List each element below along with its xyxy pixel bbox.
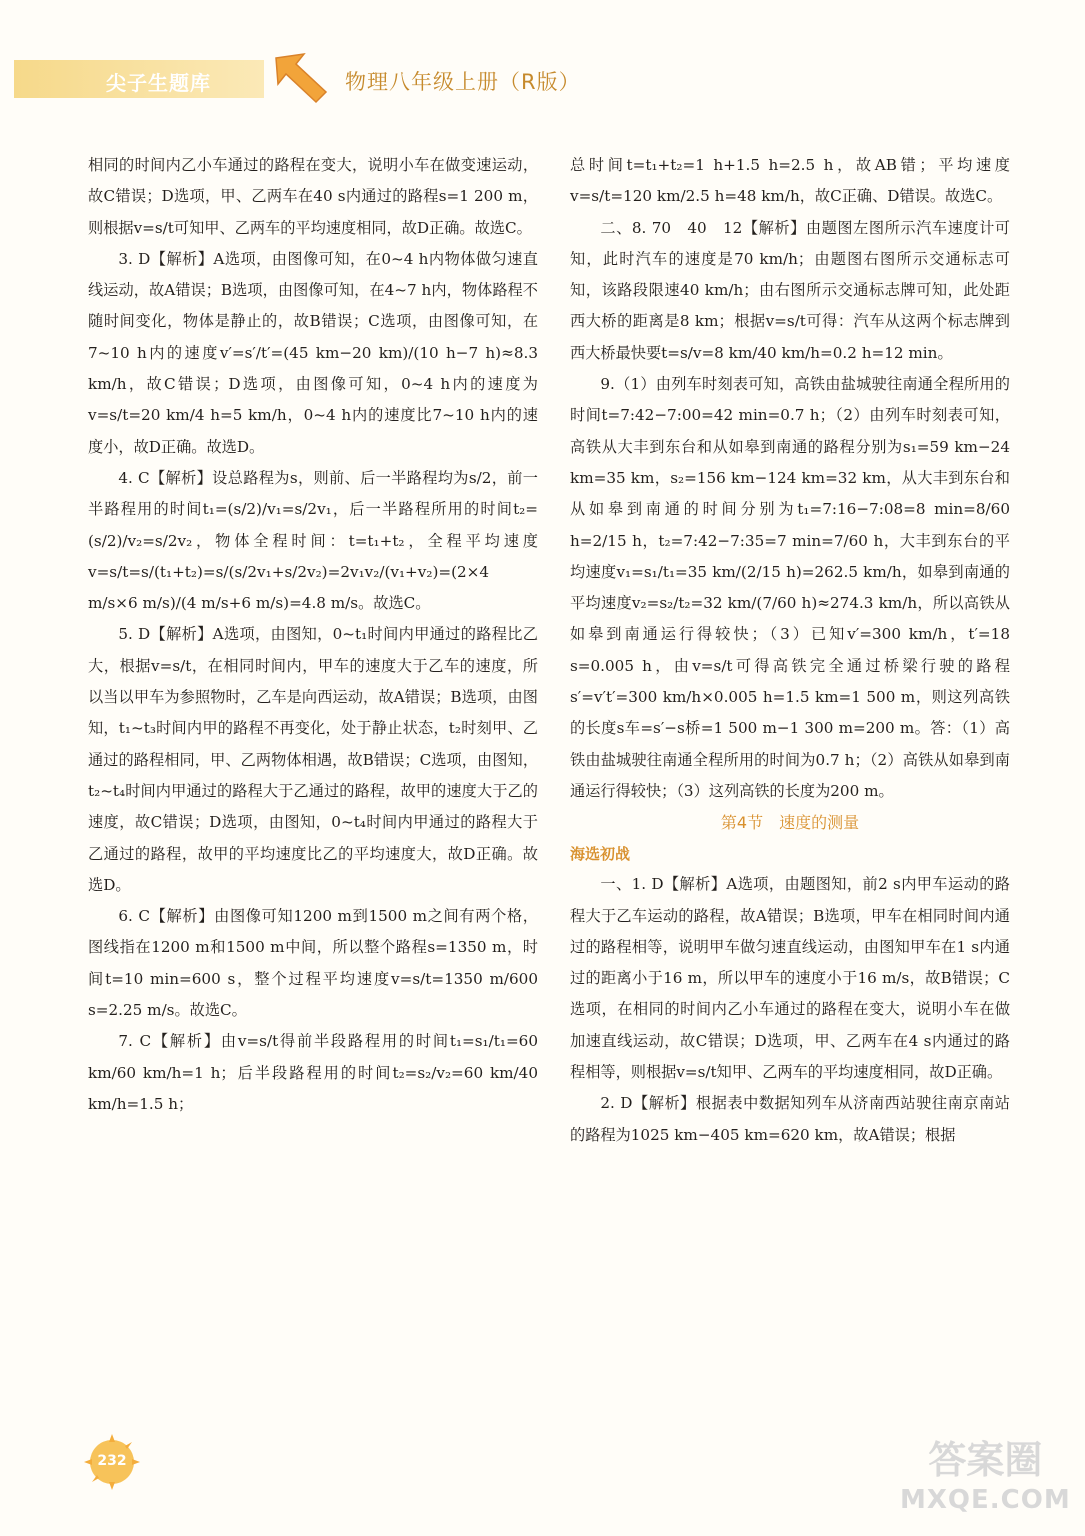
page-number: 232 [97,1453,127,1469]
right-column [570,150,1010,1151]
section-subheading: 海选初战 [570,845,631,864]
paragraph: 一、1. D【解析】A选项，由题图知，前2 s内甲车运动的路程大于乙车运动的路程，故A错误；B选项，甲车在相同时间内通过的路程相等，说明甲车做匀速直线运动，由图知甲车在1 s内通过的距离小于16 m，所以甲车的速度小于16 m/s，故B错误；C选项，在相同的时间内乙小车通过的路程在变大，说明小车在做加速直线运动，故C错误；D选项，甲、乙两车在4 s内通过的路程相等，则根据v=s/t知甲、乙两车的平均速度相同，故D正确。 [570,875,1010,1082]
paragraph: 6. C【解析】由图像可知1200 m到1500 m之间有两个格，图线指在1200 m和1500 m中间，所以整个路程s=1350 m，时间t=10 min=600 s，整个过程平均速度v=s/t=1350 m/600 s=2.25 m/s。故选C。 [88,907,538,1020]
watermark-line1: 答案圈 [928,1438,1043,1482]
paragraph: 4. C【解析】设总路程为s，则前、后一半路程均为s/2，前一半路程用的时间t₁=(s/2)/v₁=s/2v₁，后一半路程所用的时间t₂=(s/2)/v₂=s/2v₂，物体全程时间：t=t₁+t₂，全程平均速度v=s/t=s/(t₁+t₂)=s/(s/2v₁+s/2v₂)=2v₁v₂/(v₁+v₂)=(2×4 m/s×6 m/s)/(4 m/s+6 m/s)=4.8 m/s。故选C。 [88,468,538,613]
watermark [900,1440,1071,1520]
paragraph: 2. D【解析】根据表中数据知列车从济南西站驶往南京南站的路程为1025 km−405 km=620 km，故A错误；根据 [570,1094,1010,1144]
header-series-band [14,60,264,98]
watermark-line2: MXQE.COM [900,1485,1071,1515]
page-header-title: 物理八年级上册（R版） [345,70,581,94]
paragraph: 总时间t=t₁+t₂=1 h+1.5 h=2.5 h，故AB错；平均速度v=s/t=120 km/2.5 h=48 km/h，故C正确、D错误。故选C。 [570,156,1010,206]
header-series-label: 尖子生题库 [106,71,211,95]
paragraph: 3. D【解析】A选项，由图像可知，在0~4 h内物体做匀速直线运动，故A错误；B选项，由图像可知，在4~7 h内，物体路程不随时间变化，物体是静止的，故B错误；C选项，由图像可知，在7~10 h内的速度v′=s′/t′=(45 km−20 km)/(10 h−7 h)≈8.3 km/h，故C错误；D选项，由图像可知，0~4 h内的速度为v=s/t=20 km/4 h=5 km/h，0~4 h内的速度比7~10 h内的速度小，故D正确。故选D。 [88,249,538,456]
paragraph: 相同的时间内乙小车通过的路程在变大，说明小车在做变速运动，故C错误；D选项，甲、乙两车在40 s内通过的路程s=1 200 m，则根据v=s/t可知甲、乙两车的平均速度相同，故D正确。故选C。 [88,156,538,237]
section-heading: 第4节 速度的测量 [720,813,860,833]
paragraph: 7. C【解析】由v=s/t得前半段路程用的时间t₁=s₁/t₁=60 km/60 km/h=1 h；后半段路程用的时间t₂=s₂/v₂=60 km/40 km/h=1.5 h； [88,1032,538,1113]
paragraph: 二、8. 70 40 12【解析】由题图左图所示汽车速度计可知，此时汽车的速度是70 km/h；由题图右图所示交通标志可知，该路段限速40 km/h；由右图所示交通标志牌可知，此处距西大桥的距离是8 km；根据v=s/t可得：汽车从这两个标志牌到西大桥最快要t=s/v=8 km/40 km/h=0.2 h=12 min。 [570,218,1010,362]
paragraph: 5. D【解析】A选项，由图知，0~t₁时间内甲通过的路程比乙大，根据v=s/t，在相同时间内，甲车的速度大于乙车的速度，所以当以甲车为参照物时，乙车是向西运动，故A错误；B选项，由图知，t₁~t₃时间内甲的路程不再变化，处于静止状态，t₂时刻甲、乙通过的路程相同，甲、乙两物体相遇，故B错误；C选项，由图知，t₂~t₄时间内甲通过的路程大于乙通过的路程，故甲的速度大于乙的速度，故C错误；D选项，由图知，0~t₄时间内甲通过的路程大于乙通过的路程，故甲的平均速度比乙的平均速度大，故D正确。故选D。 [88,625,538,894]
paragraph: 9.（1）由列车时刻表可知，高铁由盐城驶往南通全程所用的时间t=7:42−7:00=42 min=0.7 h；（2）由列车时刻表可知，高铁从大丰到东台和从如皋到南通的路程分别为s₁=59 km−24 km=35 km，s₂=156 km−124 km=32 km，从大丰到东台和从如皋到南通的时间分别为t₁=7:16−7:08=8 min=8/60 h=2/15 h，t₂=7:42−7:35=7 min=7/60 h，大丰到东台的平均速度v₁=s₁/t₁=35 km/(2/15 h)=262.5 km/h，如皋到南通的平均速度v₂=s₂/t₂=32 km/(7/60 h)≈274.3 km/h，所以高铁从如皋到南通运行得较快；（3）已知v′=300 km/h，t′=18 s=0.005 h，由v=s/t可得高铁完全通过桥梁行驶的路程s′=v′t′=300 km/h×0.005 h=1.5 km=1 500 m，则这列高铁的长度s车=s′−s桥=1 500 m−1 300 m=200 m。答：（1）高铁由盐城驶往南通全程所用的时间为0.7 h；（2）高铁从如皋到南通运行得较快；（3）这列高铁的长度为200 m。 [570,375,1010,800]
arrow-icon [270,50,330,105]
page-number-badge [84,1434,146,1496]
left-column [88,150,538,1120]
